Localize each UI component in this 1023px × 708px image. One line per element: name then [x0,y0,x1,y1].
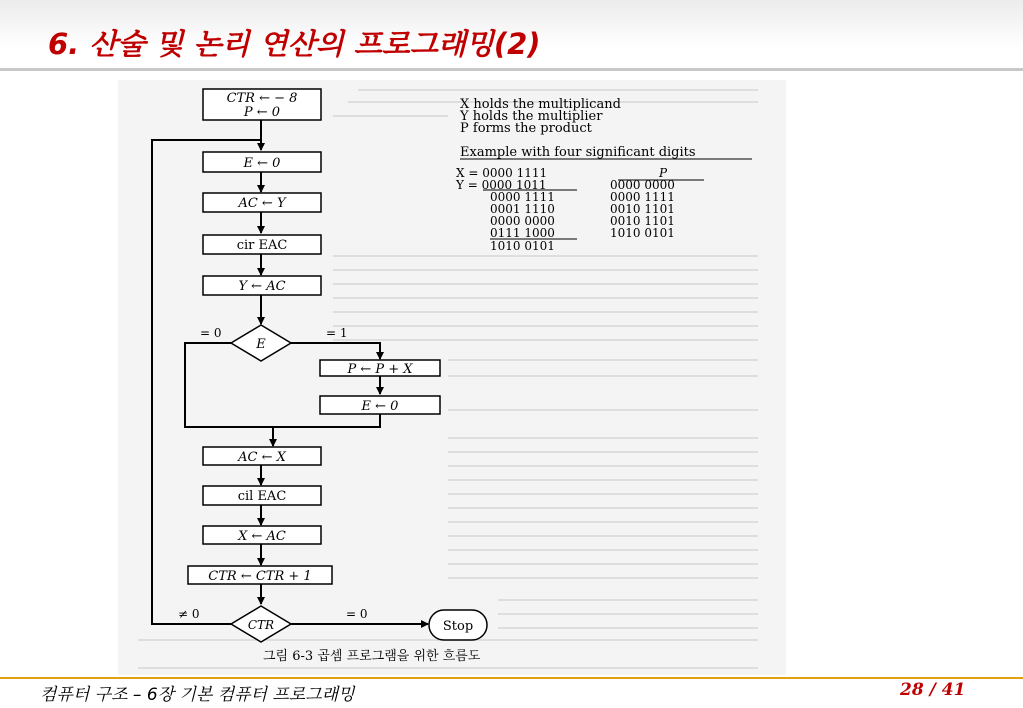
right-col-5: 1010 0101 [610,226,675,240]
cir-label: cir EAC [236,238,288,253]
scanned-figure [118,80,786,675]
slide-title: 6. 산술 및 논리 연산의 프로그래밍(2) [48,27,541,61]
e-clear-label: E ← 0 [243,156,281,171]
right-col-3: 0010 1101 [610,202,675,216]
e-clear2-label: E ← 0 [361,399,399,414]
right-col-2: 0000 1111 [610,190,675,204]
y-row: Y = 0000 1011 [456,178,547,192]
e-one-label: = 1 [326,326,348,340]
figure-caption: 그림 6-3 곱셈 프로그램을 위한 흐름도 [263,649,481,664]
p-header: P [658,166,668,180]
ctr-zero-label: = 0 [346,607,368,621]
left-col-3: 0000 0000 [490,214,555,228]
flowchart-diagram [118,80,786,675]
ctr-decision-label: CTR [247,618,275,632]
left-col-2: 0001 1110 [490,202,555,216]
e-zero-label: = 0 [200,326,222,340]
stop-label: Stop [442,619,474,634]
ac-y-label: AC ← Y [238,196,286,211]
y-ac-label: Y ← AC [238,279,286,294]
x-ac-label: X ← AC [238,529,286,544]
init-box-line2: P ← 0 [243,105,281,120]
right-col-4: 0010 1101 [610,214,675,228]
x-row: X = 0000 1111 [456,166,548,180]
left-col-5: 1010 0101 [490,239,555,253]
ac-x-label: AC ← X [238,450,286,465]
left-col-1: 0000 1111 [490,190,555,204]
p-add-label: P ← P + X [347,362,413,377]
page-total: 41 [941,680,966,700]
note-multiplier: Y holds the multiplier [460,109,603,124]
header-divider [0,68,1023,71]
example-table [455,166,704,253]
e-decision-label: E [256,337,266,352]
page-current: 28 [900,680,924,700]
footer-course-title: 컴퓨터 구조 – 6장 기본 컴퓨터 프로그래밍 [40,685,355,705]
ctr-nonzero-label: ≠ 0 [178,607,200,621]
page-separator: / [929,680,936,700]
footer-divider [0,677,1023,679]
example-title: Example with four significant digits [460,145,696,160]
init-box-line1: CTR ← − 8 [226,91,298,106]
left-col-4: 0111 1000 [490,226,555,240]
ctr-inc-label: CTR ← CTR + 1 [208,569,312,584]
right-col-1: 0000 0000 [610,178,675,192]
note-multiplicand: X holds the multiplicand [460,97,621,112]
cil-label: cil EAC [237,489,287,504]
note-product: P forms the product [460,121,592,136]
page-number [900,680,965,700]
